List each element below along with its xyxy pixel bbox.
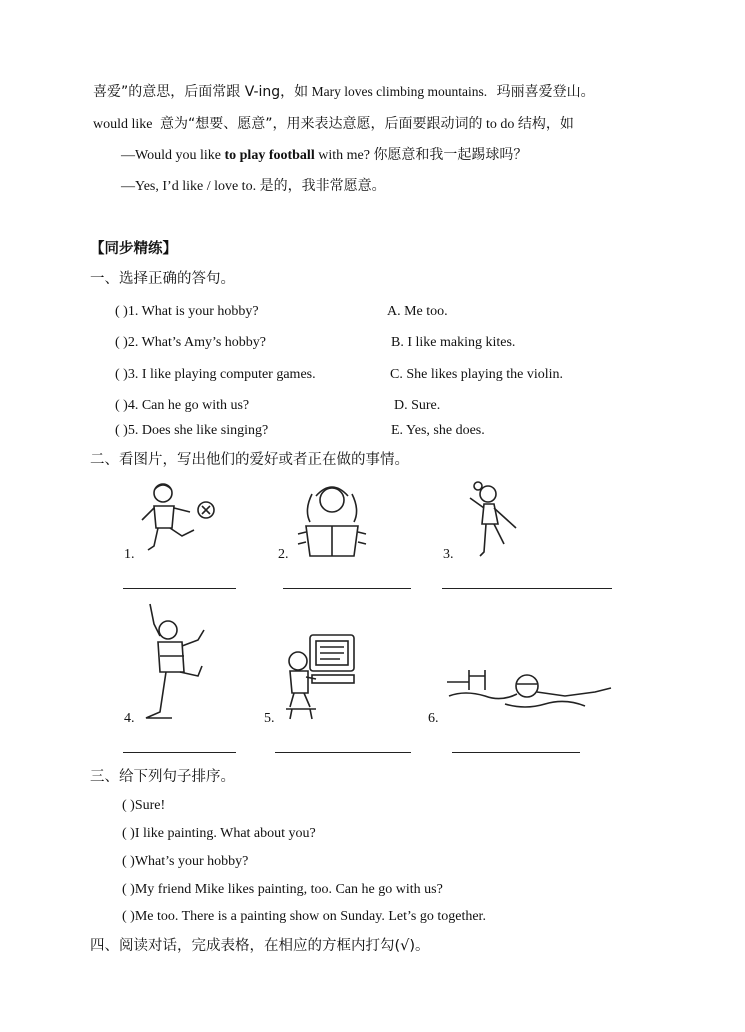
example-1-c: with me? bbox=[318, 148, 370, 163]
example-1-a: —Would you like bbox=[121, 148, 221, 163]
intro-line-2-cn2: 结构，如 bbox=[517, 116, 574, 132]
section-2-title: 二、看图片，写出他们的爱好或者正在做的事情。 bbox=[90, 452, 409, 468]
intro-line-2-en: would like bbox=[93, 117, 153, 132]
order-paren[interactable]: ( ) bbox=[122, 882, 135, 897]
intro-line-1-en: Mary loves climbing mountains. bbox=[311, 84, 488, 99]
answer-paren[interactable]: ( ) bbox=[115, 304, 128, 319]
answer-paren[interactable]: ( ) bbox=[115, 398, 128, 413]
picture-number-6: 6. bbox=[428, 711, 439, 726]
section-4-title: 四、阅读对话，完成表格，在相应的方框内打勾(√)。 bbox=[90, 938, 430, 954]
s1-row-1 bbox=[115, 303, 259, 321]
answer-paren[interactable]: ( ) bbox=[115, 423, 128, 438]
question: 1. What is your hobby? bbox=[127, 304, 259, 319]
section-1-title: 一、选择正确的答句。 bbox=[90, 271, 235, 287]
order-paren[interactable]: ( ) bbox=[122, 854, 135, 869]
answer-line-2[interactable] bbox=[283, 588, 411, 589]
example-2-cn: 是的，我非常愿意。 bbox=[259, 178, 386, 194]
order-paren[interactable]: ( ) bbox=[122, 826, 135, 841]
sentence: What’s your hobby? bbox=[134, 854, 249, 869]
intro-line-1-cn: 喜爱”的意思，后面常跟 V-ing，如 bbox=[93, 84, 309, 100]
s1-option-d: D. Sure. bbox=[394, 398, 441, 413]
s1-row-3 bbox=[115, 366, 316, 384]
picture-number-3: 3. bbox=[443, 547, 454, 562]
intro-line-1 bbox=[93, 83, 595, 102]
sentence: My friend Mike likes painting, too. Can he go with us? bbox=[134, 882, 443, 897]
question: 5. Does she like singing? bbox=[127, 423, 269, 438]
example-1-bold: to play football bbox=[224, 148, 315, 163]
example-2 bbox=[121, 177, 386, 196]
sentence: Me too. There is a painting show on Sunday. Let’s go together. bbox=[134, 909, 486, 924]
intro-line-1-cn2: 玛丽喜爱登山。 bbox=[496, 84, 595, 100]
s3-row-2 bbox=[122, 825, 316, 843]
answer-line-4[interactable] bbox=[123, 752, 236, 753]
section-3-title: 三、给下列句子排序。 bbox=[90, 769, 235, 785]
answer-paren[interactable]: ( ) bbox=[115, 367, 128, 382]
computer-boy-icon bbox=[280, 633, 360, 723]
s1-row-2 bbox=[115, 334, 266, 352]
reading-girl-icon bbox=[294, 482, 370, 560]
s1-option-b: B. I like making kites. bbox=[391, 335, 516, 350]
answer-line-5[interactable] bbox=[275, 752, 411, 753]
intro-line-2 bbox=[93, 115, 574, 134]
s1-option-e: E. Yes, she does. bbox=[391, 423, 485, 438]
intro-line-2-cn: 意为“想要、愿意”，用来表达意愿，后面要跟动词的 bbox=[160, 116, 483, 132]
order-paren[interactable]: ( ) bbox=[122, 909, 135, 924]
soccer-boy-icon bbox=[130, 480, 220, 560]
s3-row-1 bbox=[122, 797, 165, 815]
picture-number-4: 4. bbox=[124, 711, 135, 726]
s3-row-5 bbox=[122, 908, 486, 926]
picture-number-2: 2. bbox=[278, 547, 289, 562]
question: 2. What’s Amy’s hobby? bbox=[127, 335, 267, 350]
answer-line-1[interactable] bbox=[123, 588, 236, 589]
example-1 bbox=[121, 146, 527, 165]
s3-row-3 bbox=[122, 853, 248, 871]
answer-paren[interactable]: ( ) bbox=[115, 335, 128, 350]
question: 3. I like playing computer games. bbox=[127, 367, 316, 382]
example-1-cn: 你愿意和我一起踢球吗？ bbox=[373, 147, 528, 163]
sentence: I like painting. What about you? bbox=[134, 826, 316, 841]
s1-row-5 bbox=[115, 422, 268, 440]
swimming-boy-icon bbox=[445, 666, 615, 716]
practice-title: 【同步精练】 bbox=[90, 241, 177, 257]
intro-line-2-en2: to do bbox=[486, 117, 515, 132]
question: 4. Can he go with us? bbox=[127, 398, 250, 413]
example-2-en: —Yes, I’d like / love to. bbox=[121, 179, 257, 194]
order-paren[interactable]: ( ) bbox=[122, 798, 135, 813]
answer-line-3[interactable] bbox=[442, 588, 612, 589]
kungfu-man-icon bbox=[132, 600, 212, 724]
picture-number-5: 5. bbox=[264, 711, 275, 726]
dancing-girl-icon bbox=[460, 478, 522, 560]
sentence: Sure! bbox=[134, 798, 166, 813]
s1-row-4 bbox=[115, 397, 249, 415]
answer-line-6[interactable] bbox=[452, 752, 580, 753]
picture-number-1: 1. bbox=[124, 547, 135, 562]
s1-option-c: C. She likes playing the violin. bbox=[390, 367, 564, 382]
s1-option-a: A. Me too. bbox=[387, 304, 448, 319]
s3-row-4 bbox=[122, 881, 443, 899]
